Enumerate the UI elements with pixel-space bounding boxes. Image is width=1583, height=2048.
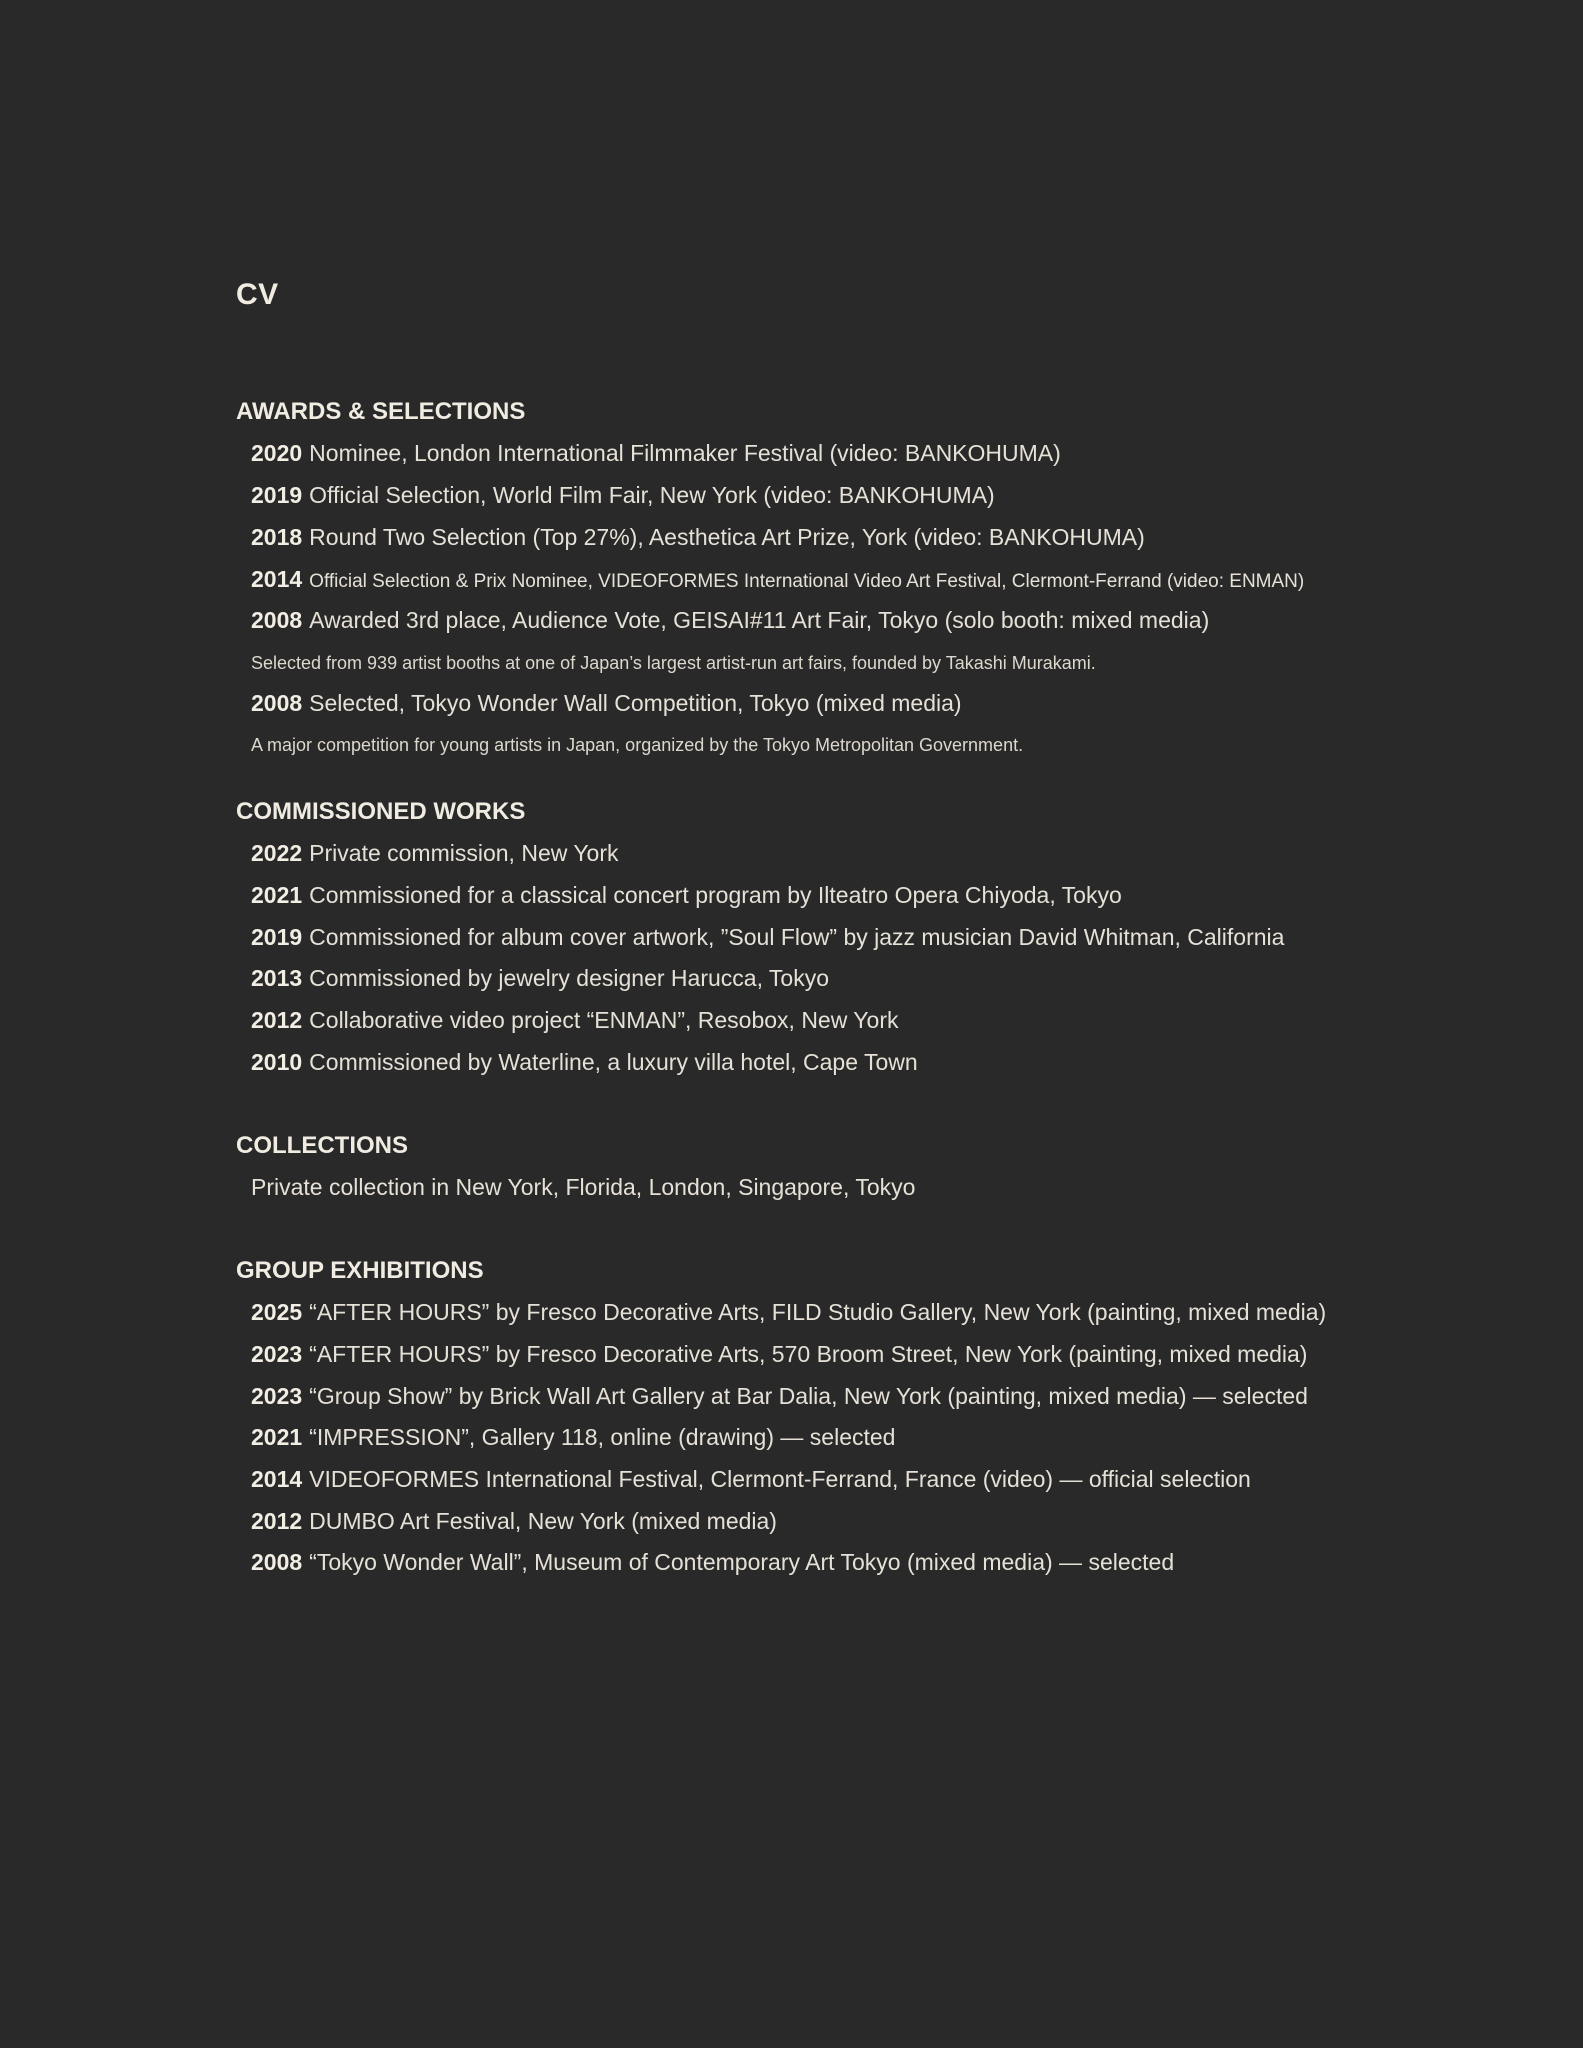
award-year: 2020 (251, 440, 303, 466)
award-item (251, 607, 1209, 634)
exhibition-item (251, 1341, 1307, 1368)
exhibition-year: 2023 (251, 1383, 303, 1409)
exhibition-year: 2012 (251, 1508, 303, 1534)
commission-text: Commissioned by jewelry designer Harucca, Tokyo (309, 965, 830, 991)
commission-item (251, 1007, 898, 1034)
commission-item (251, 1049, 918, 1076)
collections-heading: COLLECTIONS (236, 1132, 408, 1159)
exhibition-item (251, 1299, 1326, 1326)
exhibition-text: DUMBO Art Festival, New York (mixed media) (309, 1508, 777, 1534)
awards-heading: AWARDS & SELECTIONS (236, 398, 526, 425)
award-year: 2014 (251, 566, 303, 592)
exhibition-item (251, 1549, 1174, 1576)
exhibition-text: VIDEOFORMES International Festival, Clermont-Ferrand, France (video) — official selection (309, 1466, 1251, 1492)
exhibition-text: “AFTER HOURS” by Fresco Decorative Arts, FILD Studio Gallery, New York (painting, mixed media) (309, 1299, 1327, 1325)
commission-item (251, 840, 619, 867)
commission-text: Commissioned by Waterline, a luxury villa hotel, Cape Town (309, 1049, 918, 1075)
commission-text: Commissioned for album cover artwork, ”Soul Flow” by jazz musician David Whitman, California (309, 924, 1285, 950)
award-text: Round Two Selection (Top 27%), Aesthetica Art Prize, York (video: BANKOHUMA) (309, 524, 1145, 550)
commission-year: 2012 (251, 1007, 303, 1033)
award-year: 2008 (251, 690, 303, 716)
award-note: Selected from 939 artist booths at one of Japan’s largest artist-run art fairs, founded by Takashi Murakami. (251, 653, 1096, 673)
exhibition-text: “Group Show” by Brick Wall Art Gallery at Bar Dalia, New York (painting, mixed media) — selected (309, 1383, 1308, 1409)
exhibition-text: “AFTER HOURS” by Fresco Decorative Arts, 570 Broom Street, New York (painting, mixed media) (309, 1341, 1308, 1367)
commission-item (251, 924, 1284, 951)
award-item (251, 690, 962, 717)
award-text: Awarded 3rd place, Audience Vote, GEISAI#11 Art Fair, Tokyo (solo booth: mixed media) (309, 607, 1210, 633)
commission-text: Private commission, New York (309, 840, 619, 866)
exhibition-year: 2023 (251, 1341, 303, 1367)
page-title: CV (236, 278, 279, 311)
award-year: 2018 (251, 524, 303, 550)
commission-text: Collaborative video project “ENMAN”, Resobox, New York (309, 1007, 899, 1033)
award-year: 2008 (251, 607, 303, 633)
exhibition-item (251, 1466, 1251, 1493)
commission-year: 2021 (251, 882, 303, 908)
commission-text: Commissioned for a classical concert program by Ilteatro Opera Chiyoda, Tokyo (309, 882, 1122, 908)
exhibition-text: “IMPRESSION”, Gallery 118, online (drawing) — selected (309, 1424, 896, 1450)
commission-year: 2019 (251, 924, 303, 950)
commission-item (251, 965, 829, 992)
award-note: A major competition for young artists in Japan, organized by the Tokyo Metropolitan Government. (251, 735, 1024, 755)
group-exhibitions-heading: GROUP EXHIBITIONS (236, 1257, 484, 1284)
exhibition-item (251, 1424, 895, 1451)
award-year: 2019 (251, 482, 303, 508)
commission-item (251, 882, 1122, 909)
commission-year: 2013 (251, 965, 303, 991)
award-text: Official Selection, World Film Fair, New York (video: BANKOHUMA) (309, 482, 995, 508)
commission-year: 2010 (251, 1049, 303, 1075)
commission-year: 2022 (251, 840, 303, 866)
award-item (251, 524, 1145, 551)
award-text: Selected, Tokyo Wonder Wall Competition, Tokyo (mixed media) (309, 690, 962, 716)
exhibition-year: 2025 (251, 1299, 303, 1325)
exhibition-year: 2014 (251, 1466, 303, 1492)
exhibition-year: 2021 (251, 1424, 303, 1450)
exhibition-text: “Tokyo Wonder Wall”, Museum of Contemporary Art Tokyo (mixed media) — selected (309, 1549, 1175, 1575)
award-text: Official Selection & Prix Nominee, VIDEOFORMES International Video Art Festival, Clermont-Ferrand (video: ENMAN) (309, 571, 1305, 592)
commissioned-heading: COMMISSIONED WORKS (236, 798, 526, 825)
award-item (251, 440, 1061, 467)
exhibition-item (251, 1383, 1308, 1410)
award-item (251, 482, 995, 509)
exhibition-item (251, 1508, 777, 1535)
award-text: Nominee, London International Filmmaker Festival (video: BANKOHUMA) (309, 440, 1061, 466)
collections-text: Private collection in New York, Florida, London, Singapore, Tokyo (251, 1174, 916, 1200)
exhibition-year: 2008 (251, 1549, 303, 1575)
award-item (251, 566, 1304, 593)
